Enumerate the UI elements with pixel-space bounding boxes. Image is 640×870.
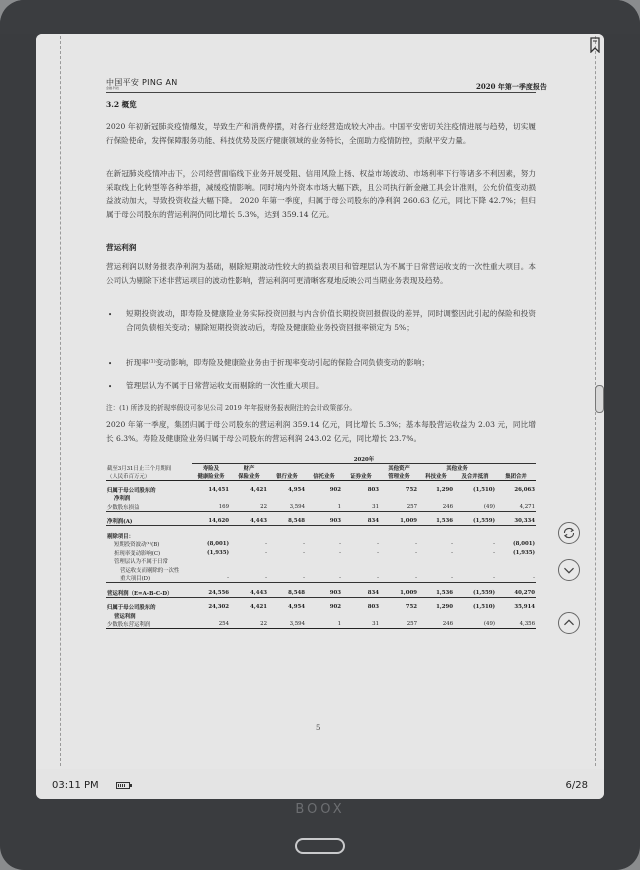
cell: 902	[329, 486, 341, 493]
cell: (1,510)	[473, 604, 495, 611]
cell: 30,334	[496, 517, 536, 526]
cell: -	[418, 574, 454, 583]
cell: 1,290	[436, 604, 453, 611]
bullet-item: 短期投资波动，即寿险及健康险业务实际投资回报与内含价值长期投资回报假设的差异，同时调整因此引起的保险和投资合同负债相关变动；剔除短期投资波动后，寿险及健康险业务投资回报率锁定为 5%；	[126, 309, 536, 332]
table-year: 2020年	[192, 455, 536, 464]
column-header: 保险业务	[230, 472, 268, 481]
cell: -	[454, 574, 496, 583]
cell: 24,556	[192, 589, 230, 598]
cell: 246	[418, 620, 454, 629]
left-margin-guide	[60, 36, 61, 766]
cell: 4,356	[496, 620, 536, 629]
cell: -	[451, 549, 453, 556]
cell: 35,914	[514, 604, 535, 611]
page-number: 5	[316, 724, 321, 732]
bullet-item: 管理层认为不属于日常营运收支而剔除的一次性重大项目。	[126, 381, 324, 390]
table-row	[106, 603, 536, 612]
column-group-header: 财产	[243, 466, 255, 472]
cell: 257	[380, 620, 418, 629]
cell: 4,271	[496, 503, 536, 512]
row-label: 营运利润	[114, 613, 136, 620]
row-label: 重大项目(D)	[106, 574, 192, 583]
cell: -	[230, 574, 268, 583]
cell: -	[415, 549, 417, 556]
cell: 752	[405, 604, 417, 611]
cell: (1,935)	[513, 549, 535, 556]
table-row	[106, 503, 536, 512]
cell: 3,594	[268, 503, 306, 512]
paragraph-2: 在新冠肺炎疫情冲击下，公司经营面临线下业务开展受阻、信用风险上扬、权益市场波动、市场利率下行等诸多不利因素，努力采取线上化转型等各种举措，减缓疫情影响。同时境内外资本市场大幅下跌，且公司执行新金融工具会计准则，公允价值变动损益波动加大，导致投资收益大幅下降。 2020 年第一季度，归属于母公司股东的净利润 260.63 亿元，同比下降 42.7%；但归属于母公司股东的营运利润仍同比增长 5.3%，达到 359.14 亿元。	[106, 169, 536, 219]
document-page[interactable]	[36, 34, 604, 769]
cell: (1,559)	[454, 517, 496, 526]
cell: -	[342, 574, 380, 583]
cell: 26,063	[514, 486, 535, 493]
cell: 14,620	[192, 517, 230, 526]
report-title: 2020 年第一季度报告	[476, 82, 547, 91]
cell: 1,009	[380, 589, 418, 598]
cell: 834	[342, 589, 380, 598]
reader-screen[interactable]	[36, 34, 604, 799]
cell: 1	[306, 620, 342, 629]
bullet-mark: •	[108, 383, 113, 391]
column-header: 集团合并	[496, 472, 536, 481]
cell: 4,421	[250, 486, 267, 493]
column-group-header: 寿险及	[202, 466, 220, 472]
chevron-down-icon[interactable]	[558, 559, 580, 581]
cell: (8,001)	[207, 541, 229, 548]
column-header: 及合并抵消	[454, 472, 496, 481]
status-bar	[36, 774, 604, 799]
cell: -	[265, 541, 267, 548]
cell: (1,559)	[454, 589, 496, 598]
row-label: 剔除项目：	[107, 533, 134, 540]
cell: 834	[342, 517, 380, 526]
operating-profit-table	[106, 455, 536, 629]
company-logo: 中国平安 PING AN	[106, 78, 178, 87]
cell: 40,270	[496, 589, 536, 598]
cell: -	[265, 549, 267, 556]
cell: 1,009	[380, 517, 418, 526]
cell: (1,935)	[207, 549, 229, 556]
cell: 1,536	[418, 517, 454, 526]
row-label: 折现率变动影响(C)	[114, 550, 161, 557]
cell: -	[339, 549, 341, 556]
footnote: 注：(1) 所涉及的折现率假设可参见公司 2019 年年报财务报表附注的会计政策部分。	[106, 404, 357, 412]
column-header: 证券业务	[342, 472, 380, 481]
cell: 4,443	[230, 517, 268, 526]
row-label: 净利润(A)	[106, 517, 192, 526]
row-label: 归属于母公司股东的	[107, 605, 156, 612]
bullet-item: 折现率⁽¹⁾变动影响，即寿险及健康险业务由于折现率变动引起的保险合同负债变动的影响；	[126, 358, 429, 367]
cell: 22	[230, 503, 268, 512]
table-row	[106, 620, 536, 629]
row-label: 净利润	[114, 496, 131, 503]
cell: -	[377, 549, 379, 556]
row-label: 归属于母公司股东的	[107, 487, 156, 494]
row-label: 营运收支而剔除的一次性	[120, 567, 180, 574]
battery-icon	[116, 782, 130, 789]
table-row	[106, 574, 536, 583]
cell: 14,451	[208, 486, 229, 493]
bookmark-icon[interactable]	[589, 37, 601, 53]
cell: (49)	[454, 503, 496, 512]
cell: -	[380, 574, 418, 583]
cell: (49)	[454, 620, 496, 629]
row-label: 少数股东营运利润	[106, 620, 192, 629]
bullet-mark: •	[108, 311, 113, 319]
cell: 1,536	[418, 589, 454, 598]
paragraph-3: 营运利润以财务报表净利润为基础，剔除短期波动性较大的损益表项目和管理层认为不属于日常营运收支的一次性重大项目。本公司认为剔除下述非营运项目的波动性影响，营运利润可更清晰客观地反映公司当期业务表现及趋势。	[106, 262, 536, 285]
column-header: 管理业务	[380, 472, 418, 481]
column-group-header: 其他业务	[446, 466, 468, 472]
column-group-header: 其他资产	[388, 466, 410, 472]
paragraph-1: 2020 年初新冠肺炎疫情爆发，导致生产和消费停摆，对各行业经营造成较大冲击。中国平安密切关注疫情进展与趋势，切实履行保险使命，发挥保障服务功能、科技优势及医疗健康领域的业务特长，全面助力疫情防控，贡献平安力量。	[106, 122, 536, 145]
cell: 4,954	[288, 604, 305, 611]
cell: 254	[192, 620, 230, 629]
cell: 31	[342, 620, 380, 629]
period-label: 截至3月31日止三个月期间	[107, 465, 172, 472]
cell: -	[496, 574, 536, 583]
cell: -	[303, 549, 305, 556]
cell: -	[493, 549, 495, 556]
row-label: 短期投资波动⁽¹⁾(B)	[114, 542, 160, 549]
cell: 22	[230, 620, 268, 629]
cell: -	[415, 541, 417, 548]
rotate-icon[interactable]	[558, 522, 580, 544]
clock: 03:11 PM	[52, 780, 99, 791]
cell: -	[303, 541, 305, 548]
cell: 257	[380, 503, 418, 512]
cell: 8,548	[268, 517, 306, 526]
battery-level	[118, 784, 126, 787]
cell: -	[192, 574, 230, 583]
device-brand-logo: BOOX	[295, 802, 345, 817]
column-header: 银行业务	[268, 472, 306, 481]
column-header: 信托业务	[306, 472, 342, 481]
company-logo-subtitle: 金融·科技	[106, 86, 119, 90]
cell: 1,290	[436, 486, 453, 493]
table-row	[106, 540, 536, 549]
cell: (8,001)	[513, 541, 535, 548]
cell: 31	[342, 503, 380, 512]
table-row	[106, 517, 536, 526]
cell: 752	[405, 486, 417, 493]
cell: 903	[306, 589, 342, 598]
home-button[interactable]	[295, 838, 345, 854]
cell: 1	[306, 503, 342, 512]
section-heading: 3.2 概览	[106, 100, 137, 109]
unit-label: （人民币百万元）	[106, 472, 192, 481]
cell: 803	[367, 604, 379, 611]
page-counter[interactable]: 6/28	[565, 780, 588, 791]
cell: -	[339, 541, 341, 548]
cell: 169	[192, 503, 230, 512]
header-divider	[106, 92, 536, 93]
cell: -	[268, 574, 306, 583]
operating-profit-heading: 营运利润	[106, 243, 137, 252]
cell: 803	[367, 486, 379, 493]
row-label: 营运利润（E=A-B-C-D）	[106, 589, 192, 598]
cell: 3,594	[268, 620, 306, 629]
table-row	[106, 549, 536, 558]
cell: 246	[418, 503, 454, 512]
cell: -	[493, 541, 495, 548]
cell: 4,954	[288, 486, 305, 493]
cell: 24,302	[208, 604, 229, 611]
column-header: 健康险业务	[192, 472, 230, 481]
cell: -	[306, 574, 342, 583]
cell: (1,510)	[473, 486, 495, 493]
paragraph-4: 2020 年第一季度，集团归属于母公司股东的营运利润 359.14 亿元，同比增长 5.3%；基本每股营运收益为 2.03 元，同比增长 6.3%。寿险及健康险业务归属于母公司股东的营运利润 243.02 亿元，同比增长 23.7%。	[106, 420, 536, 443]
cell: 903	[306, 517, 342, 526]
bullet-mark: •	[108, 360, 113, 368]
cell: -	[377, 541, 379, 548]
top-bezel	[0, 0, 640, 34]
cell: 8,548	[268, 589, 306, 598]
chevron-up-icon[interactable]	[558, 612, 580, 634]
table-row	[106, 486, 536, 495]
side-menu-handle[interactable]	[595, 385, 604, 413]
cell: 4,443	[230, 589, 268, 598]
cell: 902	[329, 604, 341, 611]
cell: 4,421	[250, 604, 267, 611]
row-label: 少数股东损益	[106, 503, 192, 512]
row-label: 管理层认为不属于日常	[114, 559, 168, 566]
cell: -	[451, 541, 453, 548]
table-row	[106, 589, 536, 598]
column-header: 科技业务	[418, 472, 454, 481]
